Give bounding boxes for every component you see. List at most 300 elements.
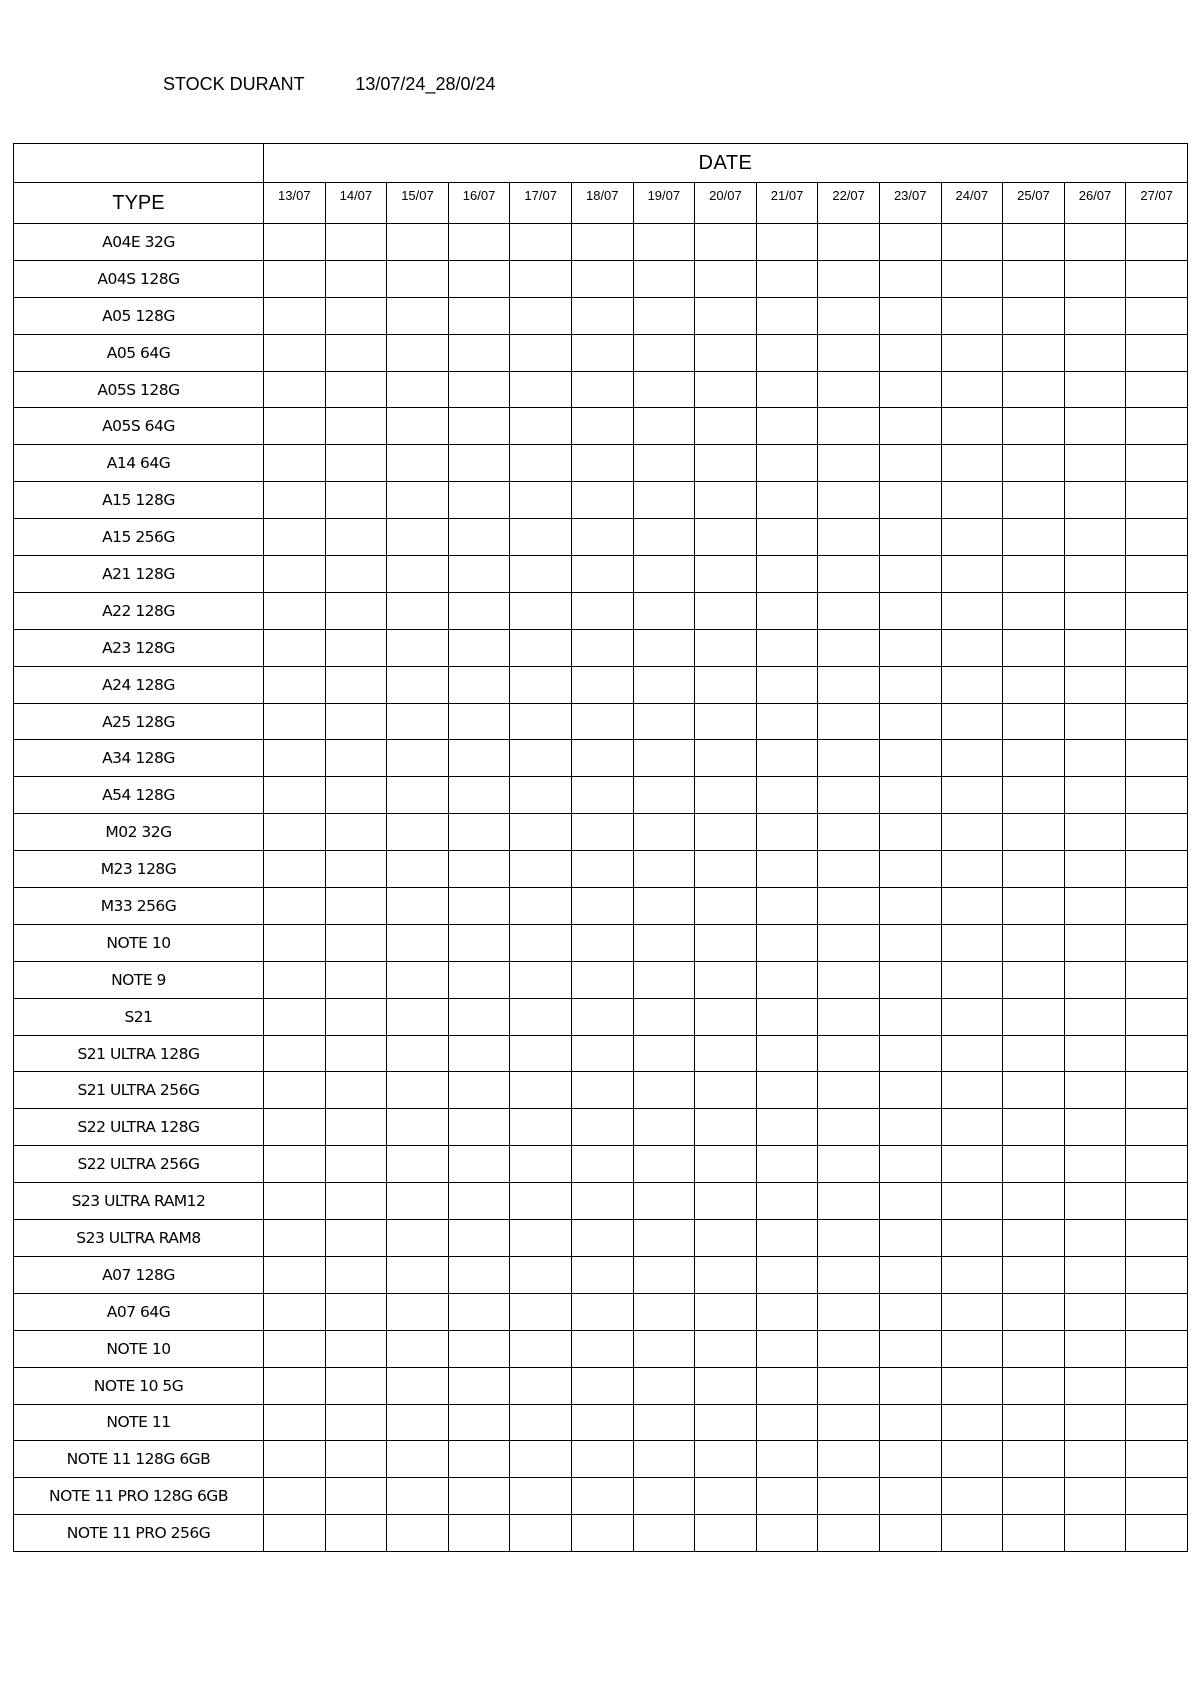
stock-cell[interactable] xyxy=(1064,703,1126,740)
stock-cell[interactable] xyxy=(510,777,572,814)
stock-cell[interactable] xyxy=(510,740,572,777)
stock-cell[interactable] xyxy=(448,1220,510,1257)
stock-cell[interactable] xyxy=(264,519,326,556)
stock-cell[interactable] xyxy=(387,924,449,961)
stock-cell[interactable] xyxy=(387,851,449,888)
stock-cell[interactable] xyxy=(1064,851,1126,888)
stock-cell[interactable] xyxy=(448,1367,510,1404)
stock-cell[interactable] xyxy=(756,1293,818,1330)
stock-cell[interactable] xyxy=(448,1072,510,1109)
stock-cell[interactable] xyxy=(633,851,695,888)
stock-cell[interactable] xyxy=(633,666,695,703)
stock-cell[interactable] xyxy=(1003,666,1065,703)
stock-cell[interactable] xyxy=(264,1515,326,1552)
stock-cell[interactable] xyxy=(1003,1183,1065,1220)
stock-cell[interactable] xyxy=(756,703,818,740)
stock-cell[interactable] xyxy=(571,1367,633,1404)
stock-cell[interactable] xyxy=(325,1035,387,1072)
stock-cell[interactable] xyxy=(387,888,449,925)
stock-cell[interactable] xyxy=(571,1404,633,1441)
stock-cell[interactable] xyxy=(695,1109,757,1146)
stock-cell[interactable] xyxy=(448,1515,510,1552)
stock-cell[interactable] xyxy=(879,1146,941,1183)
stock-cell[interactable] xyxy=(325,592,387,629)
stock-cell[interactable] xyxy=(633,703,695,740)
stock-cell[interactable] xyxy=(941,482,1003,519)
stock-cell[interactable] xyxy=(1003,961,1065,998)
stock-cell[interactable] xyxy=(941,1404,1003,1441)
stock-cell[interactable] xyxy=(1003,224,1065,261)
stock-cell[interactable] xyxy=(264,1441,326,1478)
stock-cell[interactable] xyxy=(756,297,818,334)
stock-cell[interactable] xyxy=(1126,1220,1188,1257)
stock-cell[interactable] xyxy=(879,592,941,629)
stock-cell[interactable] xyxy=(325,1256,387,1293)
stock-cell[interactable] xyxy=(941,629,1003,666)
stock-cell[interactable] xyxy=(818,1404,880,1441)
stock-cell[interactable] xyxy=(264,1072,326,1109)
stock-cell[interactable] xyxy=(571,1256,633,1293)
stock-cell[interactable] xyxy=(1064,1109,1126,1146)
stock-cell[interactable] xyxy=(818,851,880,888)
stock-cell[interactable] xyxy=(756,445,818,482)
stock-cell[interactable] xyxy=(1126,1146,1188,1183)
stock-cell[interactable] xyxy=(756,740,818,777)
stock-cell[interactable] xyxy=(879,703,941,740)
stock-cell[interactable] xyxy=(387,1330,449,1367)
stock-cell[interactable] xyxy=(633,445,695,482)
stock-cell[interactable] xyxy=(510,482,572,519)
stock-cell[interactable] xyxy=(879,961,941,998)
stock-cell[interactable] xyxy=(571,961,633,998)
stock-cell[interactable] xyxy=(756,666,818,703)
stock-cell[interactable] xyxy=(756,998,818,1035)
stock-cell[interactable] xyxy=(325,1109,387,1146)
stock-cell[interactable] xyxy=(387,224,449,261)
stock-cell[interactable] xyxy=(1126,961,1188,998)
stock-cell[interactable] xyxy=(448,334,510,371)
stock-cell[interactable] xyxy=(264,556,326,593)
stock-cell[interactable] xyxy=(510,260,572,297)
stock-cell[interactable] xyxy=(571,666,633,703)
stock-cell[interactable] xyxy=(941,777,1003,814)
stock-cell[interactable] xyxy=(387,1035,449,1072)
stock-cell[interactable] xyxy=(387,998,449,1035)
stock-cell[interactable] xyxy=(325,666,387,703)
stock-cell[interactable] xyxy=(818,1478,880,1515)
stock-cell[interactable] xyxy=(325,297,387,334)
stock-cell[interactable] xyxy=(1126,224,1188,261)
stock-cell[interactable] xyxy=(695,334,757,371)
stock-cell[interactable] xyxy=(264,1293,326,1330)
stock-cell[interactable] xyxy=(325,1330,387,1367)
stock-cell[interactable] xyxy=(387,1367,449,1404)
stock-cell[interactable] xyxy=(695,998,757,1035)
stock-cell[interactable] xyxy=(633,629,695,666)
stock-cell[interactable] xyxy=(510,1478,572,1515)
stock-cell[interactable] xyxy=(510,1146,572,1183)
stock-cell[interactable] xyxy=(941,1183,1003,1220)
stock-cell[interactable] xyxy=(571,703,633,740)
stock-cell[interactable] xyxy=(1126,851,1188,888)
stock-cell[interactable] xyxy=(941,1072,1003,1109)
stock-cell[interactable] xyxy=(264,297,326,334)
stock-cell[interactable] xyxy=(448,924,510,961)
stock-cell[interactable] xyxy=(1003,777,1065,814)
stock-cell[interactable] xyxy=(571,334,633,371)
stock-cell[interactable] xyxy=(448,1441,510,1478)
stock-cell[interactable] xyxy=(633,297,695,334)
stock-cell[interactable] xyxy=(1064,224,1126,261)
stock-cell[interactable] xyxy=(387,408,449,445)
stock-cell[interactable] xyxy=(1126,740,1188,777)
stock-cell[interactable] xyxy=(756,592,818,629)
stock-cell[interactable] xyxy=(695,224,757,261)
stock-cell[interactable] xyxy=(325,1072,387,1109)
stock-cell[interactable] xyxy=(325,888,387,925)
stock-cell[interactable] xyxy=(818,408,880,445)
stock-cell[interactable] xyxy=(941,408,1003,445)
stock-cell[interactable] xyxy=(695,1404,757,1441)
stock-cell[interactable] xyxy=(264,629,326,666)
stock-cell[interactable] xyxy=(633,482,695,519)
stock-cell[interactable] xyxy=(633,888,695,925)
stock-cell[interactable] xyxy=(695,1367,757,1404)
stock-cell[interactable] xyxy=(879,1404,941,1441)
stock-cell[interactable] xyxy=(1003,371,1065,408)
stock-cell[interactable] xyxy=(510,629,572,666)
stock-cell[interactable] xyxy=(818,666,880,703)
stock-cell[interactable] xyxy=(448,629,510,666)
stock-cell[interactable] xyxy=(879,814,941,851)
stock-cell[interactable] xyxy=(695,666,757,703)
stock-cell[interactable] xyxy=(756,1367,818,1404)
stock-cell[interactable] xyxy=(818,1146,880,1183)
stock-cell[interactable] xyxy=(818,1109,880,1146)
stock-cell[interactable] xyxy=(633,1109,695,1146)
stock-cell[interactable] xyxy=(695,297,757,334)
stock-cell[interactable] xyxy=(387,1515,449,1552)
stock-cell[interactable] xyxy=(448,224,510,261)
stock-cell[interactable] xyxy=(510,814,572,851)
stock-cell[interactable] xyxy=(264,851,326,888)
stock-cell[interactable] xyxy=(387,592,449,629)
stock-cell[interactable] xyxy=(1003,334,1065,371)
stock-cell[interactable] xyxy=(510,371,572,408)
stock-cell[interactable] xyxy=(1003,924,1065,961)
stock-cell[interactable] xyxy=(1064,1441,1126,1478)
stock-cell[interactable] xyxy=(448,998,510,1035)
stock-cell[interactable] xyxy=(941,1146,1003,1183)
stock-cell[interactable] xyxy=(1064,1330,1126,1367)
stock-cell[interactable] xyxy=(941,1035,1003,1072)
stock-cell[interactable] xyxy=(510,1330,572,1367)
stock-cell[interactable] xyxy=(695,1515,757,1552)
stock-cell[interactable] xyxy=(879,224,941,261)
stock-cell[interactable] xyxy=(1126,1256,1188,1293)
stock-cell[interactable] xyxy=(1003,556,1065,593)
stock-cell[interactable] xyxy=(1003,1404,1065,1441)
stock-cell[interactable] xyxy=(264,961,326,998)
stock-cell[interactable] xyxy=(941,1293,1003,1330)
stock-cell[interactable] xyxy=(448,777,510,814)
stock-cell[interactable] xyxy=(695,592,757,629)
stock-cell[interactable] xyxy=(1064,1183,1126,1220)
stock-cell[interactable] xyxy=(818,961,880,998)
stock-cell[interactable] xyxy=(756,224,818,261)
stock-cell[interactable] xyxy=(448,1404,510,1441)
stock-cell[interactable] xyxy=(633,1256,695,1293)
stock-cell[interactable] xyxy=(1126,666,1188,703)
stock-cell[interactable] xyxy=(1003,1035,1065,1072)
stock-cell[interactable] xyxy=(1126,1404,1188,1441)
stock-cell[interactable] xyxy=(1003,1072,1065,1109)
stock-cell[interactable] xyxy=(1126,445,1188,482)
stock-cell[interactable] xyxy=(879,1035,941,1072)
stock-cell[interactable] xyxy=(756,556,818,593)
stock-cell[interactable] xyxy=(695,814,757,851)
stock-cell[interactable] xyxy=(633,924,695,961)
stock-cell[interactable] xyxy=(264,740,326,777)
stock-cell[interactable] xyxy=(571,371,633,408)
stock-cell[interactable] xyxy=(633,1478,695,1515)
stock-cell[interactable] xyxy=(1064,260,1126,297)
stock-cell[interactable] xyxy=(941,1109,1003,1146)
stock-cell[interactable] xyxy=(818,260,880,297)
stock-cell[interactable] xyxy=(879,519,941,556)
stock-cell[interactable] xyxy=(941,556,1003,593)
stock-cell[interactable] xyxy=(941,445,1003,482)
stock-cell[interactable] xyxy=(879,556,941,593)
stock-cell[interactable] xyxy=(879,260,941,297)
stock-cell[interactable] xyxy=(325,851,387,888)
stock-cell[interactable] xyxy=(879,777,941,814)
stock-cell[interactable] xyxy=(510,1367,572,1404)
stock-cell[interactable] xyxy=(1064,1515,1126,1552)
stock-cell[interactable] xyxy=(510,297,572,334)
stock-cell[interactable] xyxy=(1064,371,1126,408)
stock-cell[interactable] xyxy=(264,1478,326,1515)
stock-cell[interactable] xyxy=(571,1183,633,1220)
stock-cell[interactable] xyxy=(1003,1109,1065,1146)
stock-cell[interactable] xyxy=(1126,1035,1188,1072)
stock-cell[interactable] xyxy=(325,998,387,1035)
stock-cell[interactable] xyxy=(1126,482,1188,519)
stock-cell[interactable] xyxy=(1064,445,1126,482)
stock-cell[interactable] xyxy=(1126,1183,1188,1220)
stock-cell[interactable] xyxy=(1126,1441,1188,1478)
stock-cell[interactable] xyxy=(571,740,633,777)
stock-cell[interactable] xyxy=(879,1072,941,1109)
stock-cell[interactable] xyxy=(571,556,633,593)
stock-cell[interactable] xyxy=(633,1293,695,1330)
stock-cell[interactable] xyxy=(756,1478,818,1515)
stock-cell[interactable] xyxy=(387,1109,449,1146)
stock-cell[interactable] xyxy=(325,961,387,998)
stock-cell[interactable] xyxy=(571,1072,633,1109)
stock-cell[interactable] xyxy=(941,924,1003,961)
stock-cell[interactable] xyxy=(1064,888,1126,925)
stock-cell[interactable] xyxy=(1003,297,1065,334)
stock-cell[interactable] xyxy=(1126,777,1188,814)
stock-cell[interactable] xyxy=(325,1183,387,1220)
stock-cell[interactable] xyxy=(633,998,695,1035)
stock-cell[interactable] xyxy=(325,924,387,961)
stock-cell[interactable] xyxy=(448,519,510,556)
stock-cell[interactable] xyxy=(695,777,757,814)
stock-cell[interactable] xyxy=(387,1256,449,1293)
stock-cell[interactable] xyxy=(1126,556,1188,593)
stock-cell[interactable] xyxy=(1003,703,1065,740)
stock-cell[interactable] xyxy=(510,445,572,482)
stock-cell[interactable] xyxy=(571,1441,633,1478)
stock-cell[interactable] xyxy=(325,1404,387,1441)
stock-cell[interactable] xyxy=(695,961,757,998)
stock-cell[interactable] xyxy=(695,1146,757,1183)
stock-cell[interactable] xyxy=(879,1367,941,1404)
stock-cell[interactable] xyxy=(818,556,880,593)
stock-cell[interactable] xyxy=(510,924,572,961)
stock-cell[interactable] xyxy=(818,888,880,925)
stock-cell[interactable] xyxy=(1003,592,1065,629)
stock-cell[interactable] xyxy=(695,482,757,519)
stock-cell[interactable] xyxy=(1064,297,1126,334)
stock-cell[interactable] xyxy=(387,556,449,593)
stock-cell[interactable] xyxy=(387,1404,449,1441)
stock-cell[interactable] xyxy=(1126,814,1188,851)
stock-cell[interactable] xyxy=(1003,482,1065,519)
stock-cell[interactable] xyxy=(510,998,572,1035)
stock-cell[interactable] xyxy=(941,519,1003,556)
stock-cell[interactable] xyxy=(1064,482,1126,519)
stock-cell[interactable] xyxy=(879,445,941,482)
stock-cell[interactable] xyxy=(695,1183,757,1220)
stock-cell[interactable] xyxy=(264,1330,326,1367)
stock-cell[interactable] xyxy=(325,1220,387,1257)
stock-cell[interactable] xyxy=(818,445,880,482)
stock-cell[interactable] xyxy=(387,814,449,851)
stock-cell[interactable] xyxy=(1064,1220,1126,1257)
stock-cell[interactable] xyxy=(1064,1404,1126,1441)
stock-cell[interactable] xyxy=(387,777,449,814)
stock-cell[interactable] xyxy=(510,519,572,556)
stock-cell[interactable] xyxy=(1064,998,1126,1035)
stock-cell[interactable] xyxy=(448,1293,510,1330)
stock-cell[interactable] xyxy=(633,1035,695,1072)
stock-cell[interactable] xyxy=(1003,740,1065,777)
stock-cell[interactable] xyxy=(1126,703,1188,740)
stock-cell[interactable] xyxy=(1064,519,1126,556)
stock-cell[interactable] xyxy=(818,1183,880,1220)
stock-cell[interactable] xyxy=(941,1256,1003,1293)
stock-cell[interactable] xyxy=(325,260,387,297)
stock-cell[interactable] xyxy=(695,408,757,445)
stock-cell[interactable] xyxy=(756,1256,818,1293)
stock-cell[interactable] xyxy=(818,224,880,261)
stock-cell[interactable] xyxy=(448,592,510,629)
stock-cell[interactable] xyxy=(1126,1478,1188,1515)
stock-cell[interactable] xyxy=(695,1072,757,1109)
stock-cell[interactable] xyxy=(756,334,818,371)
stock-cell[interactable] xyxy=(325,224,387,261)
stock-cell[interactable] xyxy=(818,1256,880,1293)
stock-cell[interactable] xyxy=(633,408,695,445)
stock-cell[interactable] xyxy=(448,1035,510,1072)
stock-cell[interactable] xyxy=(695,1220,757,1257)
stock-cell[interactable] xyxy=(879,334,941,371)
stock-cell[interactable] xyxy=(387,482,449,519)
stock-cell[interactable] xyxy=(1126,1072,1188,1109)
stock-cell[interactable] xyxy=(510,961,572,998)
stock-cell[interactable] xyxy=(1003,629,1065,666)
stock-cell[interactable] xyxy=(325,371,387,408)
stock-cell[interactable] xyxy=(879,924,941,961)
stock-cell[interactable] xyxy=(818,519,880,556)
stock-cell[interactable] xyxy=(756,482,818,519)
stock-cell[interactable] xyxy=(633,1146,695,1183)
stock-cell[interactable] xyxy=(325,629,387,666)
stock-cell[interactable] xyxy=(264,334,326,371)
stock-cell[interactable] xyxy=(633,1072,695,1109)
stock-cell[interactable] xyxy=(941,592,1003,629)
stock-cell[interactable] xyxy=(1064,1367,1126,1404)
stock-cell[interactable] xyxy=(1064,1072,1126,1109)
stock-cell[interactable] xyxy=(818,1367,880,1404)
stock-cell[interactable] xyxy=(879,888,941,925)
stock-cell[interactable] xyxy=(818,1035,880,1072)
stock-cell[interactable] xyxy=(571,297,633,334)
stock-cell[interactable] xyxy=(387,629,449,666)
stock-cell[interactable] xyxy=(1064,1035,1126,1072)
stock-cell[interactable] xyxy=(1003,998,1065,1035)
stock-cell[interactable] xyxy=(264,1109,326,1146)
stock-cell[interactable] xyxy=(941,814,1003,851)
stock-cell[interactable] xyxy=(818,1220,880,1257)
stock-cell[interactable] xyxy=(818,924,880,961)
stock-cell[interactable] xyxy=(633,1183,695,1220)
stock-cell[interactable] xyxy=(879,297,941,334)
stock-cell[interactable] xyxy=(941,1220,1003,1257)
stock-cell[interactable] xyxy=(325,1515,387,1552)
stock-cell[interactable] xyxy=(941,1367,1003,1404)
stock-cell[interactable] xyxy=(571,1035,633,1072)
stock-cell[interactable] xyxy=(695,371,757,408)
stock-cell[interactable] xyxy=(1003,1441,1065,1478)
stock-cell[interactable] xyxy=(387,334,449,371)
stock-cell[interactable] xyxy=(818,740,880,777)
stock-cell[interactable] xyxy=(633,334,695,371)
stock-cell[interactable] xyxy=(879,1183,941,1220)
stock-cell[interactable] xyxy=(387,260,449,297)
stock-cell[interactable] xyxy=(695,1478,757,1515)
stock-cell[interactable] xyxy=(756,1220,818,1257)
stock-cell[interactable] xyxy=(325,519,387,556)
stock-cell[interactable] xyxy=(879,740,941,777)
stock-cell[interactable] xyxy=(448,666,510,703)
stock-cell[interactable] xyxy=(941,740,1003,777)
stock-cell[interactable] xyxy=(1003,1293,1065,1330)
stock-cell[interactable] xyxy=(1126,297,1188,334)
stock-cell[interactable] xyxy=(633,260,695,297)
stock-cell[interactable] xyxy=(879,408,941,445)
stock-cell[interactable] xyxy=(633,556,695,593)
stock-cell[interactable] xyxy=(695,260,757,297)
stock-cell[interactable] xyxy=(695,556,757,593)
stock-cell[interactable] xyxy=(879,482,941,519)
stock-cell[interactable] xyxy=(448,408,510,445)
stock-cell[interactable] xyxy=(879,1441,941,1478)
stock-cell[interactable] xyxy=(571,1330,633,1367)
